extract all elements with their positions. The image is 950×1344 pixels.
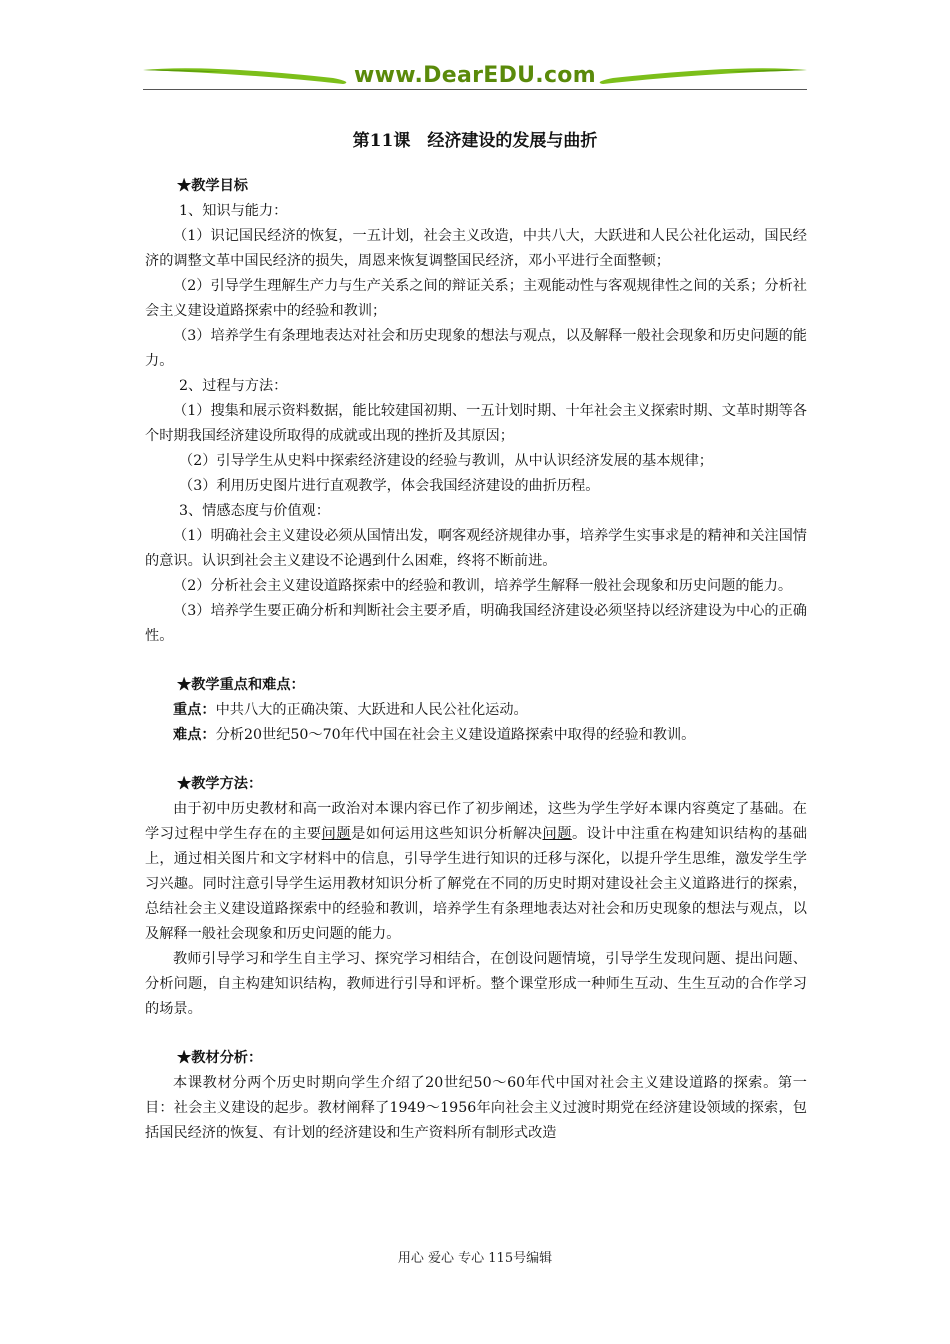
paragraph: （2）引导学生从史料中探索经济建设的经验与教训，从中认识经济发展的基本规律； xyxy=(179,453,713,469)
text-run: 。设计中注重在构建知识结构的基础上，通过相关图片和文字材料中的信息，引导学生进行知识的迁移与深化，以提升学生思维，激发学生学习兴趣。同时注意引导学生运用教材知识分析了解党在不同的历史时期对建设社会主义道路进行的探索，总结社会主义建设道路探索中的经验和教训，培养学生有条理地表达对社会和历史现象的想法与观点，以及解释一般社会现象和历史问题的能力。 xyxy=(145,826,807,942)
section-heading-keypoints: ★教学重点和难点： xyxy=(177,677,305,693)
paragraph: （1）搜集和展示资料数据，能比较建国初期、一五计划时期、十年社会主义探索时期、文革时期等各个时期我国经济建设所取得的成就或出现的挫折及其原因； xyxy=(145,403,807,444)
page-footer: 用心 爱心 专心 115号编辑 xyxy=(397,1251,553,1266)
spacer xyxy=(145,649,807,673)
paragraph xyxy=(145,797,807,947)
underlined-word: 问题 xyxy=(542,826,572,842)
paragraph: （3）培养学生要正确分析和判断社会主要矛盾，明确我国经济建设必须坚持以经济建设为中心的正确性。 xyxy=(145,603,807,644)
key-point-text: 中共八大的正确决策、大跃进和人民公社化运动。 xyxy=(215,702,528,718)
paragraph: （1）识记国民经济的恢复，一五计划，社会主义改造，中共八大，大跃进和人民公社化运动，国民经济的调整文革中国民经济的损失，周恩来恢复调整国民经济，邓小平进行全面整顿； xyxy=(145,228,807,269)
key-point-label: 重点： xyxy=(173,702,216,718)
paragraph: （2）分析社会主义建设道路探索中的经验和教训，培养学生解释一般社会现象和历史问题的能力。 xyxy=(173,578,793,594)
paragraph: （2）引导学生理解生产力与生产关系之间的辩证关系；主观能动性与客观规律性之间的关系；分析社会主义建设道路探索中的经验和教训； xyxy=(145,278,807,319)
subheading-values: 3、情感态度与价值观： xyxy=(179,503,330,519)
subheading-process: 2、过程与方法： xyxy=(179,378,288,394)
paragraph: 本课教材分两个历史时期向学生介绍了20世纪50～60年代中国对社会主义建设道路的探索。第一目：社会主义建设的起步。教材阐释了1949～1956年向社会主义过渡时期党在经济建设领域的探索，包括国民经济的恢复、有计划的经济建设和生产资料所有制形式改造 xyxy=(145,1075,807,1141)
header-rule xyxy=(143,89,807,90)
subheading-knowledge: 1、知识与能力： xyxy=(179,203,288,219)
document-body xyxy=(145,174,807,1146)
paragraph: 教师引导学习和学生自主学习、探究学习相结合，在创设问题情境，引导学生发现问题、提出问题、分析问题，自主构建知识结构，教师进行引导和评析。整个课堂形成一种师生互动、生生互动的合作学习的场景。 xyxy=(145,951,807,1017)
key-point-line xyxy=(145,698,807,723)
lesson-title: 第11课 经济建设的发展与曲折 xyxy=(352,131,598,151)
section-heading-methods: ★教学方法： xyxy=(177,776,263,792)
difficult-point-text: 分析20世纪50～70年代中国在社会主义建设道路探索中取得的经验和教训。 xyxy=(215,727,696,743)
spacer xyxy=(145,748,807,772)
paragraph: （1）明确社会主义建设必须从国情出发，啊客观经济规律办事，培养学生实事求是的精神和关注国情的意识。认识到社会主义建设不论遇到什么困难，终将不断前进。 xyxy=(145,528,807,569)
paragraph: （3）培养学生有条理地表达对社会和历史现象的想法与观点，以及解释一般社会现象和历史问题的能力。 xyxy=(145,328,807,369)
site-url: www.DearEDU.com xyxy=(354,63,596,88)
paragraph: （3）利用历史图片进行直观教学，体会我国经济建设的曲折历程。 xyxy=(179,478,600,494)
site-header-banner xyxy=(143,60,807,94)
text-run: 是如何运用这些知识分析解决 xyxy=(351,826,543,842)
spacer xyxy=(145,1022,807,1046)
underlined-word: 问题 xyxy=(321,826,352,842)
section-heading-analysis: ★教材分析： xyxy=(177,1050,263,1066)
text-run: 由于初中历史教材和高一政治对本课内容已作了初步阐述，这些为学生学好本课内容奠定了基础。在学习过程中学生存在的主要 xyxy=(145,801,807,842)
difficult-point-label: 难点： xyxy=(173,727,216,743)
section-heading-goals: ★教学目标 xyxy=(177,178,248,194)
difficult-point-line xyxy=(145,723,807,748)
